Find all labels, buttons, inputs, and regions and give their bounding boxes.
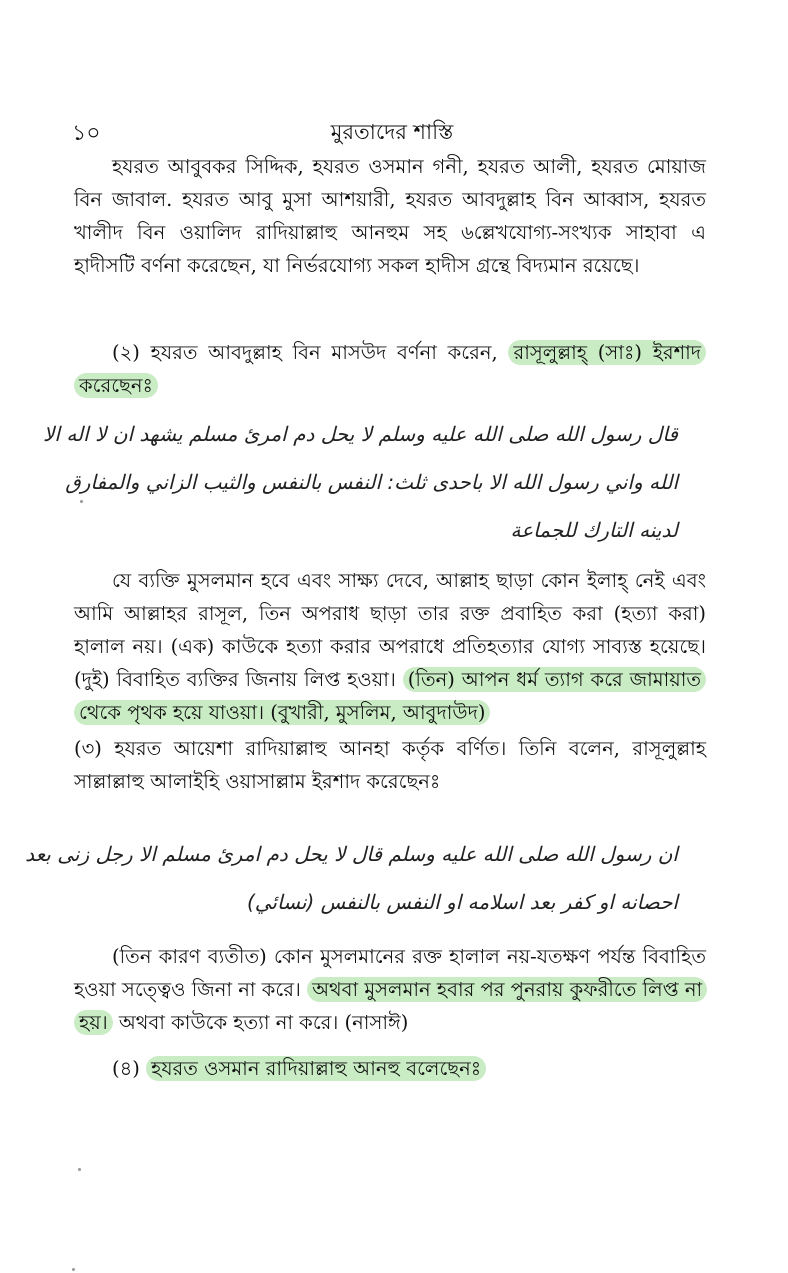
arabic-line: قال رسول الله صلى الله عليه وسلم لا يحل دم امرئ مسلم يشهد ان لا اله الا	[43, 422, 678, 446]
running-title: মুরতাদের শাস্তি	[330, 120, 454, 144]
paragraph-text: (তিন কারণ ব্যতীত) কোন মুসলমানের রক্ত হালাল নয়-যতক্ষণ পর্যন্ত বিবাহিত হওয়া সত্ত্বেও জিনা না করে।	[74, 945, 706, 1001]
paragraph-translation-2	[74, 940, 706, 1039]
paragraph-text: (২) হযরত আবদুল্লাহ বিন মাসউদ বর্ণনা করেন,	[112, 341, 498, 364]
scan-speck	[72, 1268, 75, 1271]
arabic-line: الله واني رسول الله الا باحدى ثلث: النفس بالنفس والثيب الزاني والمفارق	[65, 470, 678, 494]
paragraph-text: (৩) হযরত আয়েশা রাদিয়াল্লাহু আনহা কর্তৃক বর্ণিত। তিনি বলেন, রাসূলুল্লাহ সাল্লাল্লাহু আলাইহি ওয়াসাল্লাম ইরশাদ করেছেনঃ	[74, 737, 706, 793]
scan-speck	[80, 500, 83, 503]
paragraph-hadith-2	[74, 336, 706, 402]
scan-speck	[78, 1168, 81, 1171]
paragraph-companions	[74, 150, 706, 282]
arabic-line: لدينه التارك للجماعة	[510, 518, 678, 542]
paragraph-translation-1	[74, 564, 706, 729]
highlighted-text: হযরত ওসমান রাদিয়াল্লাহু আনহু বলেছেনঃ	[146, 1056, 486, 1081]
highlighted-text: অথবা মুসলমান হবার পর পুনরায় কুফরীতে লিপ্ত না হয়।	[74, 977, 707, 1035]
arabic-line: احصانه او كفر بعد اسلامه او النفس بالنفس (نسائي)	[246, 890, 678, 914]
paragraph-hadith-3	[74, 732, 706, 798]
paragraph-number: (৪)	[112, 1057, 140, 1080]
paragraph-text: যে ব্যক্তি মুসলমান হবে এবং সাক্ষ্য দেবে, আল্লাহ ছাড়া কোন ইলাহ্ নেই এবং আমি আল্লাহর রাসূল, তিন অপরাধ ছাড়া তার রক্ত প্রবাহিত করা (হত্যা করা) হালাল নয়। (এক) কাউকে হত্যা করার অপরাধে প্রতিহত্যার যোগ্য সাব্যস্ত হয়েছে। (দুই) বিবাহিত ব্যক্তির জিনায় লিপ্ত হওয়া।	[74, 569, 706, 691]
paragraph-text-after: অথবা কাউকে হত্যা না করে। (নাসাঈ)	[118, 1011, 409, 1034]
paragraph-text: হযরত আবুবকর সিদ্দিক, হযরত ওসমান গনী, হযরত আলী, হযরত মোয়াজ বিন জাবাল. হযরত আবু মুসা আশয়ারী, হযরত আবদুল্লাহ বিন আব্বাস, হযরত খালীদ বিন ওয়ালিদ রাদিয়াল্লাহু আনহুম সহ ৬ল্লেখযোগ্য-সংখ্যক সাহাবা এ হাদীসটি বর্ণনা করেছেন, যা নির্ভরযোগ্য সকল হাদীস গ্রন্থে বিদ্যমান রয়েছে।	[74, 155, 706, 277]
arabic-hadith-1	[43, 410, 678, 554]
page-header	[72, 116, 712, 150]
page-number: ১০	[72, 121, 101, 146]
paragraph-hadith-4	[74, 1052, 706, 1085]
arabic-line: ان رسول الله صلى الله عليه وسلم قال لا يحل دم امرئ مسلم الا رجل زنى بعد	[25, 842, 678, 866]
highlighted-text: (তিন) আপন ধর্ম ত্যাগ করে জামায়াত থেকে পৃথক হয়ে যাওয়া। (বুখারী, মুসলিম, আবুদাউদ)	[74, 667, 706, 725]
arabic-hadith-2	[25, 830, 678, 926]
highlighted-text: রাসূলুল্লাহ্ (সাঃ) ইরশাদ করেছেনঃ	[74, 340, 706, 398]
